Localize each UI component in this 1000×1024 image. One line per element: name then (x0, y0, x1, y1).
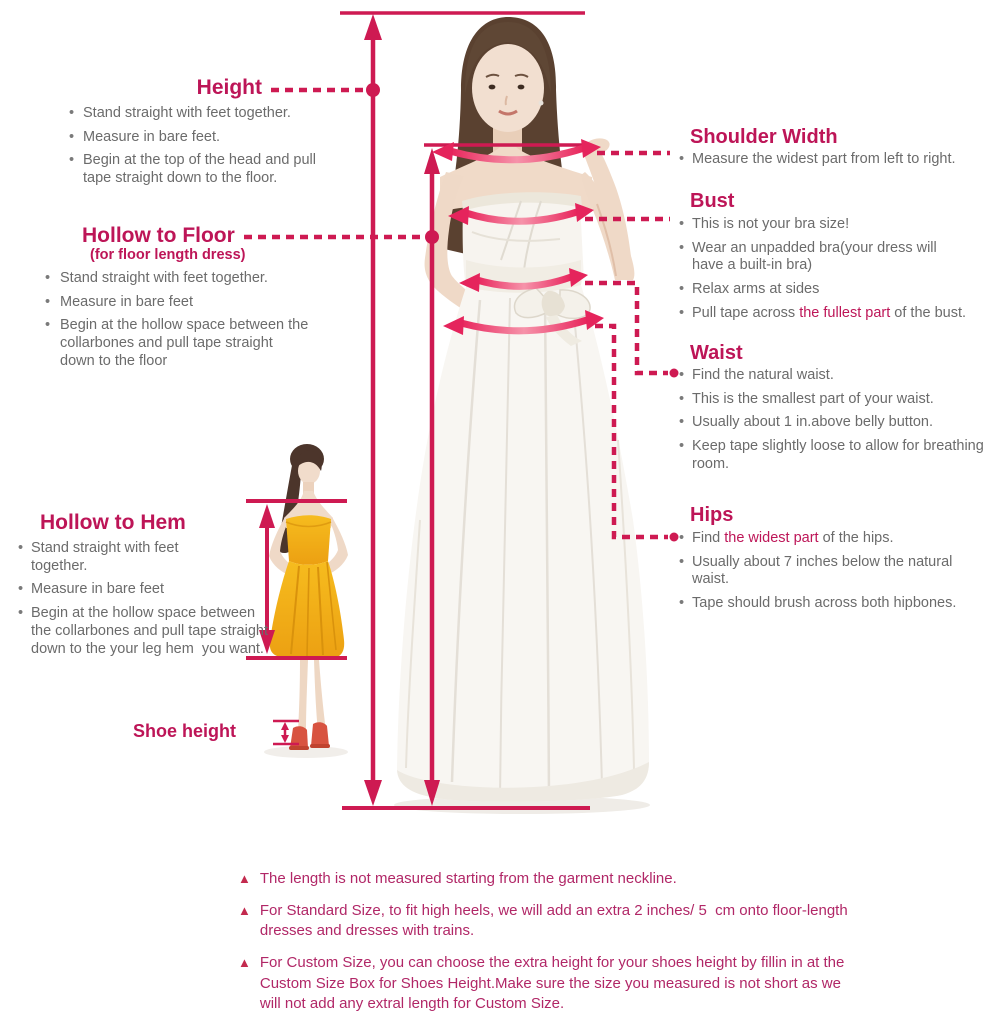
waist-bullet: • Keep tape slightly loose to allow for breathing room. (678, 438, 992, 473)
section-hips (678, 504, 992, 619)
bust-bullet: • Pull tape across the fullest part of the bust. (678, 305, 992, 323)
section-hollow-to-hem-title: Hollow to Hem (40, 511, 186, 534)
warning-triangle-icon: ▲ (238, 871, 251, 886)
hips-highlight: the widest part (724, 530, 819, 546)
waist-bullet: • Usually about 1 in.above belly button. (678, 414, 992, 432)
note-item (238, 901, 852, 942)
hollow-hem-bullet: • Begin at the hollow space between the collarbones and pull tape straight down to the your leg hem you want. (14, 605, 273, 658)
waist-bullet: • This is the smallest part of your waist. (678, 391, 992, 409)
section-shoulder-width-title: Shoulder Width (690, 126, 838, 148)
section-shoe-height-title: Shoe height (133, 721, 236, 741)
section-hollow-to-floor-title: Hollow to Floor (82, 224, 235, 247)
height-bullet: • Stand straight with feet together. (62, 105, 318, 123)
hollow-floor-bullet: • Stand straight with feet together. (40, 270, 310, 288)
warning-triangle-icon: ▲ (238, 955, 251, 971)
note-text: For Standard Size, to fit high heels, we will add an extra 2 inches/ 5 cm onto floor-length dresses and dresses with trains. (259, 901, 852, 940)
shoulder-bullet: • Measure the widest part from left to right. (678, 151, 992, 169)
hollow-floor-bullet: • Measure in bare feet (40, 294, 310, 312)
bust-bullet: • This is not your bra size! (678, 216, 992, 234)
waist-bullet: • Find the natural waist. (678, 367, 992, 385)
section-hollow-to-hem (14, 511, 273, 664)
hollow-hem-bullet: • Measure in bare feet (14, 581, 273, 599)
warning-triangle-icon: ▲ (238, 902, 251, 918)
note-item (238, 869, 848, 890)
footer-notes (238, 869, 852, 1024)
bust-bullet: • Relax arms at sides (678, 281, 992, 299)
hollow-floor-bullet: • Begin at the hollow space between the collarbones and pull tape straight down to the floor (40, 317, 310, 370)
height-bullet: • Measure in bare feet. (62, 129, 318, 147)
note-item (238, 953, 848, 1015)
small-model-figure (264, 444, 348, 758)
hips-bullet: • Find the widest part of the hips. (678, 530, 992, 548)
section-waist-title: Waist (690, 342, 743, 364)
section-height (62, 76, 318, 194)
note-text: The length is not measured starting from the garment neckline. (259, 870, 677, 887)
height-bullet: • Begin at the top of the head and pull tape straight down to the floor. (62, 152, 318, 187)
section-waist (678, 342, 992, 479)
section-shoulder-width (678, 126, 992, 175)
hips-bullet: • Tape should brush across both hipbones. (678, 595, 992, 613)
note-text: For Custom Size, you can choose the extra height for your shoes height by fillin in at the Custom Size Box for Shoes Height.Make sure the size you measured is not short as we will not add any extral length for Custom Size. (259, 954, 849, 1013)
section-hollow-to-floor-subtitle: (for floor length dress) (90, 247, 246, 264)
section-shoe-height (133, 722, 236, 742)
section-bust-title: Bust (690, 190, 735, 212)
section-hips-title: Hips (690, 504, 734, 526)
hollow-hem-bullet: • Stand straight with feet together. (14, 540, 206, 575)
section-height-title: Height (196, 76, 262, 99)
section-hollow-to-floor (40, 224, 310, 376)
bust-highlight: the fullest part (799, 304, 891, 321)
hips-bullet: • Usually about 7 inches below the natural waist. (678, 554, 992, 589)
section-bust (678, 190, 992, 328)
bust-bullet: • Wear an unpadded bra(your dress will have a built-in bra) (678, 240, 964, 275)
